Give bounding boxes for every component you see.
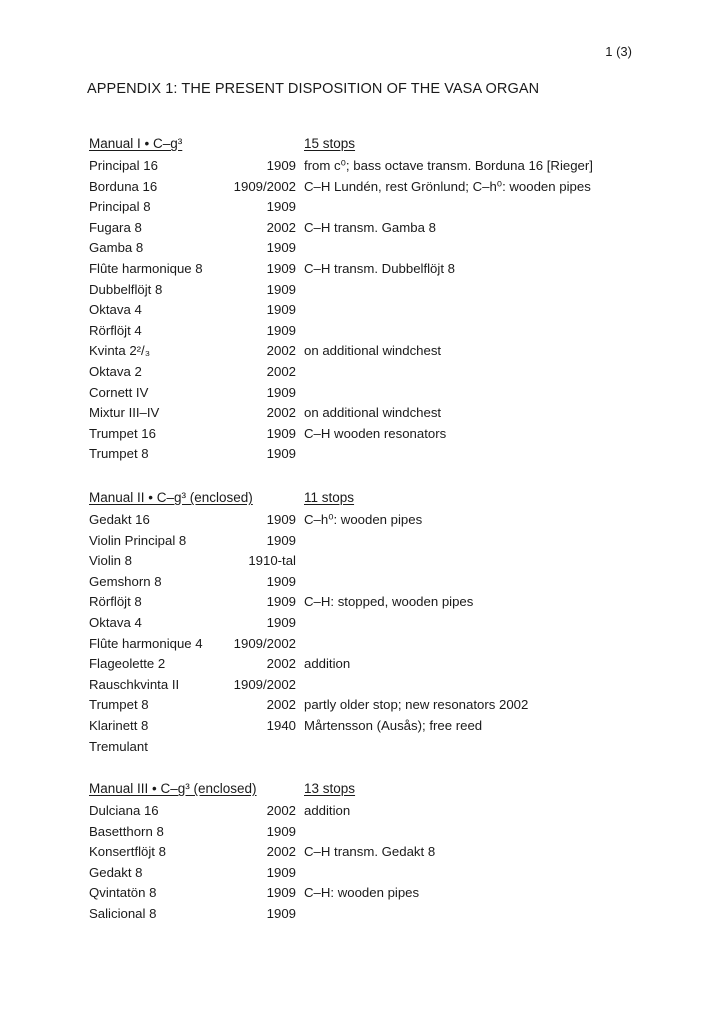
stop-note: C–H Lundén, rest Grönlund; C–h⁰: wooden pipes — [304, 178, 591, 194]
stop-year: 2002 — [266, 219, 296, 235]
stop-year: 2002 — [266, 405, 296, 421]
stop-note: C–H transm. Dubbelflöjt 8 — [304, 260, 455, 276]
stop-row — [0, 656, 720, 677]
manual-3-section — [0, 781, 720, 927]
stop-row — [0, 697, 720, 718]
stop-name: Rauschkvinta II — [89, 676, 180, 692]
stop-year: 1909 — [266, 260, 296, 276]
stop-row — [0, 677, 720, 698]
manual-1-section — [0, 136, 720, 467]
stop-name: Qvintatön 8 — [89, 885, 157, 901]
stop-name: Basetthorn 8 — [89, 823, 164, 839]
stop-note: Mårtensson (Ausås); free reed — [304, 717, 483, 733]
stop-year: 1909 — [266, 885, 296, 901]
stop-note: from c⁰; bass octave transm. Borduna 16 [Rieger] — [304, 158, 593, 173]
stop-row — [0, 179, 720, 200]
stop-row — [0, 533, 720, 554]
stop-name: Rörflöjt 4 — [89, 322, 142, 338]
stop-row — [0, 158, 720, 179]
stop-year: 2002 — [266, 803, 296, 818]
stop-note: on additional windchest — [304, 405, 442, 421]
stop-name: Cornett IV — [89, 384, 149, 400]
stop-note: C–H: wooden pipes — [304, 885, 420, 901]
stop-row — [0, 718, 720, 739]
stop-note: C–H wooden resonators — [304, 425, 447, 441]
stop-row — [0, 323, 720, 344]
stop-row — [0, 261, 720, 282]
manual-2-stop-list — [0, 512, 720, 759]
stop-row — [0, 844, 720, 865]
stop-name: Flûte harmonique 4 — [89, 635, 203, 651]
stop-note: C–H transm. Gamba 8 — [304, 219, 436, 235]
stop-row — [0, 906, 720, 927]
stop-row — [0, 824, 720, 845]
manual-3-stop-count: 13 stops — [304, 781, 356, 796]
stop-row — [0, 405, 720, 426]
stop-year: 1909 — [266, 614, 296, 630]
stop-name: Trumpet 8 — [89, 697, 149, 713]
stop-name: Gedakt 16 — [89, 512, 150, 527]
stop-row — [0, 364, 720, 385]
stop-year: 1909 — [266, 240, 296, 256]
stop-name: Borduna 16 — [89, 178, 158, 194]
manual-2-stop-count: 11 stops — [304, 490, 355, 505]
stop-row — [0, 302, 720, 323]
stop-year: 1909/2002 — [233, 178, 296, 194]
stop-name: Kvinta 2²/₃ — [89, 343, 151, 359]
stop-note: C–H transm. Gedakt 8 — [304, 844, 436, 860]
stop-name: Trumpet 16 — [89, 425, 156, 441]
stop-name: Salicional 8 — [89, 905, 157, 921]
stop-year: 1909 — [266, 532, 296, 548]
stop-year: 1909 — [266, 384, 296, 400]
stop-row — [0, 636, 720, 657]
stop-year: 2002 — [266, 844, 296, 860]
stop-year: 1909 — [266, 905, 296, 921]
manual-1-stop-count: 15 stops — [304, 136, 356, 151]
stop-name: Gedakt 8 — [89, 864, 143, 880]
stop-name: Violin 8 — [89, 553, 133, 569]
stop-year: 2002 — [266, 363, 296, 379]
stop-row — [0, 240, 720, 261]
stop-note: partly older stop; new resonators 2002 — [304, 697, 529, 713]
manual-2-section — [0, 490, 720, 759]
stop-row — [0, 385, 720, 406]
stop-year: 1909 — [266, 594, 296, 610]
stop-year: 1910-tal — [248, 553, 296, 569]
manual-1-header — [0, 136, 720, 158]
stop-year: 1909 — [266, 512, 296, 527]
stop-row — [0, 199, 720, 220]
stop-name: Flageolette 2 — [89, 656, 166, 672]
stop-row — [0, 220, 720, 241]
stop-row — [0, 553, 720, 574]
stop-year: 1909 — [266, 425, 296, 441]
stop-year: 1909 — [266, 823, 296, 839]
manual-1-heading: Manual I • C–g³ — [89, 136, 183, 151]
stop-row — [0, 739, 720, 760]
stop-name: Principal 8 — [89, 199, 151, 215]
stop-row — [0, 512, 720, 533]
stop-note: addition — [304, 803, 351, 818]
stop-year: 1909 — [266, 158, 296, 173]
stop-year: 1909 — [266, 446, 296, 462]
stop-name: Rörflöjt 8 — [89, 594, 142, 610]
stop-name: Konsertflöjt 8 — [89, 844, 166, 860]
stop-name: Oktava 4 — [89, 302, 142, 318]
stop-name: Dulciana 16 — [89, 803, 159, 818]
stop-name: Gamba 8 — [89, 240, 144, 256]
stop-year: 1909/2002 — [233, 635, 296, 651]
stop-year: 2002 — [266, 656, 296, 672]
page-number: 1 (3) — [605, 44, 632, 59]
stop-name: Flûte harmonique 8 — [89, 260, 203, 276]
stop-name: Dubbelflöjt 8 — [89, 281, 163, 297]
stop-row — [0, 594, 720, 615]
stop-name: Trumpet 8 — [89, 446, 149, 462]
stop-year: 2002 — [266, 343, 296, 359]
stop-year: 1909 — [266, 322, 296, 338]
stop-row — [0, 803, 720, 824]
stop-name: Gemshorn 8 — [89, 573, 162, 589]
stop-year: 1909 — [266, 199, 296, 215]
stop-name: Mixtur III–IV — [89, 405, 160, 421]
stop-note: addition — [304, 656, 351, 672]
stop-name: Principal 16 — [89, 158, 158, 173]
stop-note: C–h⁰: wooden pipes — [304, 512, 423, 527]
manual-3-stop-list — [0, 803, 720, 927]
stop-name: Oktava 4 — [89, 614, 142, 630]
stop-row — [0, 426, 720, 447]
stop-row — [0, 574, 720, 595]
page-title: APPENDIX 1: THE PRESENT DISPOSITION OF THE VASA ORGAN — [87, 81, 540, 97]
stop-note: on additional windchest — [304, 343, 442, 359]
manual-2-heading: Manual II • C–g³ (enclosed) — [89, 490, 253, 505]
stop-year: 1909/2002 — [233, 676, 296, 692]
stop-name: Fugara 8 — [89, 219, 142, 235]
manual-3-header — [0, 781, 720, 803]
manual-3-heading: Manual III • C–g³ (enclosed) — [89, 781, 257, 796]
stop-name: Klarinett 8 — [89, 717, 149, 733]
stop-name: Oktava 2 — [89, 363, 142, 379]
stop-row — [0, 865, 720, 886]
stop-year: 1940 — [266, 717, 296, 733]
stop-year: 1909 — [266, 302, 296, 318]
stop-name: Violin Principal 8 — [89, 532, 187, 548]
manual-1-stop-list — [0, 158, 720, 467]
stop-year: 1909 — [266, 864, 296, 880]
stop-year: 1909 — [266, 281, 296, 297]
manual-2-header — [0, 490, 720, 512]
stop-row — [0, 446, 720, 467]
stop-year: 1909 — [266, 573, 296, 589]
stop-row — [0, 885, 720, 906]
stop-row — [0, 615, 720, 636]
stop-row — [0, 343, 720, 364]
stop-row — [0, 282, 720, 303]
stop-name: Tremulant — [89, 738, 148, 754]
stop-year: 2002 — [266, 697, 296, 713]
stop-note: C–H: stopped, wooden pipes — [304, 594, 474, 610]
